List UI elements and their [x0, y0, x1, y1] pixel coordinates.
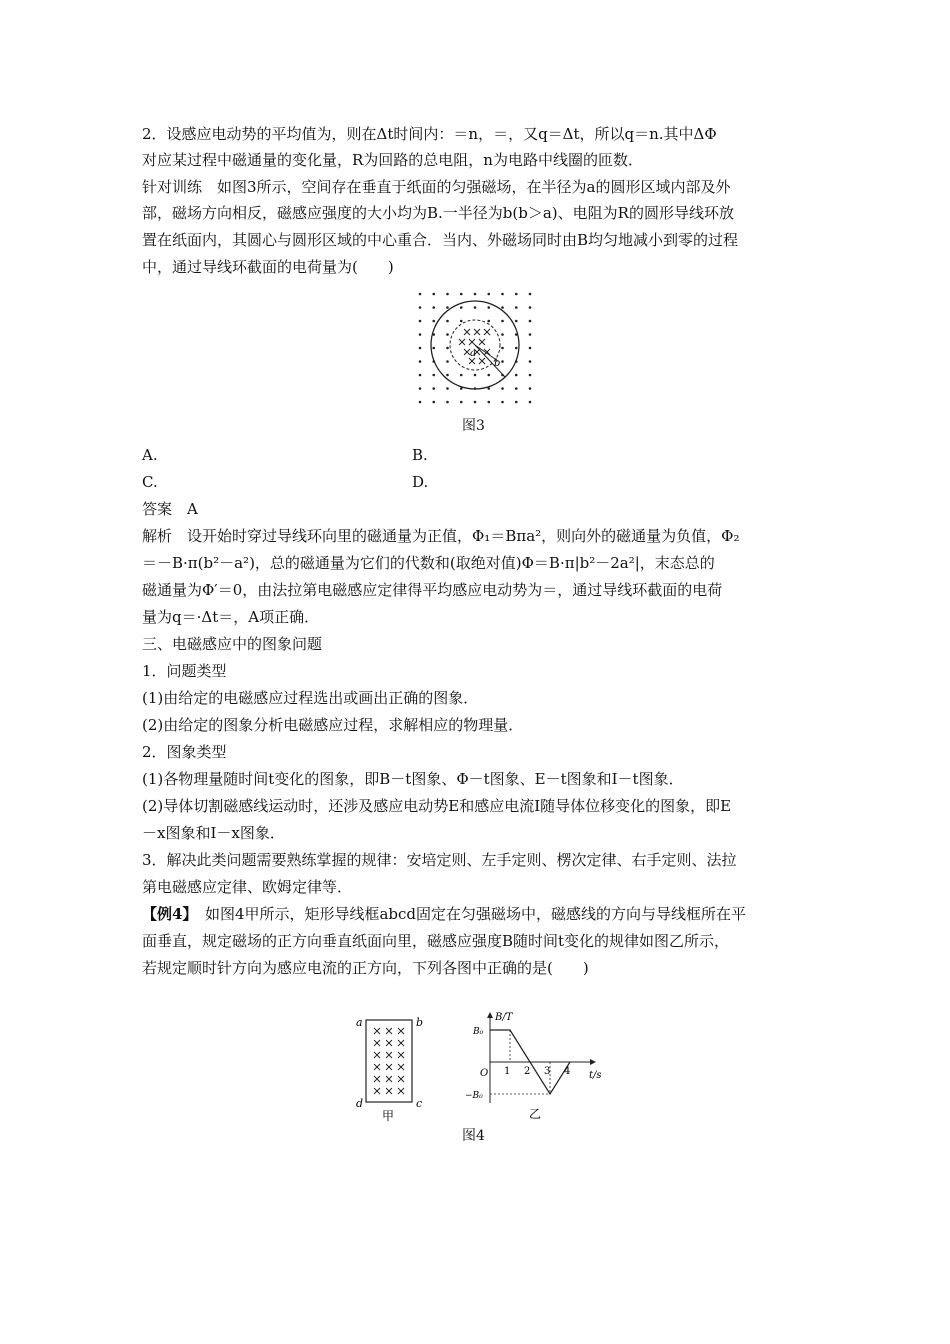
field-dot — [419, 401, 422, 404]
field-dot — [419, 387, 422, 390]
text-line: (2)由给定的图象分析电磁感应过程，求解相应的物理量． — [142, 716, 524, 734]
field-dot — [515, 401, 518, 404]
field-cross — [398, 1040, 404, 1046]
section-heading: 三、电磁感应中的图象问题 — [142, 635, 323, 653]
field-dot — [460, 293, 463, 296]
field-cross — [484, 329, 490, 335]
field-dot — [419, 320, 422, 323]
field-cross — [374, 1064, 380, 1070]
field-cross — [374, 1088, 380, 1094]
field-dot — [474, 293, 477, 296]
field-cross — [479, 339, 485, 345]
field-dot — [419, 293, 422, 296]
tick-label: 1 — [504, 1066, 511, 1077]
field-cross — [398, 1028, 404, 1034]
tick-label: 2 — [524, 1066, 531, 1077]
field-dot — [446, 293, 449, 296]
option-b: B. — [412, 446, 428, 464]
field-dot — [446, 320, 449, 323]
corner-b: b — [416, 1016, 424, 1029]
field-cross — [464, 329, 470, 335]
field-dot — [501, 401, 504, 404]
field-dot — [515, 347, 518, 350]
field-dot — [419, 347, 422, 350]
field-dot — [487, 320, 490, 323]
field-dot — [515, 306, 518, 309]
tick-label: 4 — [564, 1066, 571, 1077]
field-dot — [460, 306, 463, 309]
t-axis-arrow — [590, 1059, 596, 1065]
field-cross — [479, 358, 485, 364]
field-dot — [501, 293, 504, 296]
field-dot — [446, 333, 449, 336]
b-axis-arrow — [487, 1012, 493, 1018]
field-cross — [398, 1064, 404, 1070]
example-tag: 【例4】 — [142, 905, 190, 923]
field-dot — [460, 374, 463, 377]
field-dot — [474, 374, 477, 377]
field-dot — [487, 293, 490, 296]
field-dot — [432, 306, 435, 309]
field-cross — [386, 1040, 392, 1046]
field-dot — [529, 374, 532, 377]
field-cross — [386, 1076, 392, 1082]
field-dot — [474, 401, 477, 404]
field-dot — [432, 374, 435, 377]
tick-label: 3 — [544, 1066, 551, 1077]
option-d: D. — [412, 473, 429, 491]
label-yi: 乙 — [529, 1107, 542, 1121]
field-dot — [460, 401, 463, 404]
figure-3-magnetic-field-diagram — [410, 290, 540, 410]
corner-a: a — [356, 1016, 363, 1029]
answer-line: 答案 A — [142, 500, 198, 518]
inward-field-crosses — [374, 1028, 404, 1094]
option-c: C. — [142, 473, 158, 491]
field-dot — [419, 333, 422, 336]
field-dot — [515, 320, 518, 323]
field-cross — [398, 1052, 404, 1058]
text-line: 第电磁感应定律、欧姆定律等． — [142, 878, 353, 896]
text-line: 2．设感应电动势的平均值为，则在Δt时间内：＝n，＝，又q＝Δt，所以q＝n.其中ΔΦ — [142, 125, 717, 143]
field-dot — [432, 401, 435, 404]
field-dot — [419, 360, 422, 363]
text-line: 置在纸面内，其圆心与圆形区域的中心重合．当内、外磁场同时由B均匀地减小到零的过程 — [142, 231, 739, 249]
field-dot — [432, 347, 435, 350]
example-4-line — [142, 904, 746, 924]
field-cross — [374, 1028, 380, 1034]
text-line: (2)导体切割磁感线运动时，还涉及感应电动势E和感应电流I随导体位移变化的图象，即E — [142, 797, 732, 815]
field-dot — [529, 306, 532, 309]
field-dot — [446, 360, 449, 363]
text-line: 1．问题类型 — [142, 662, 227, 680]
text-line: 3．解决此类问题需要熟练掌握的规律：安培定则、左手定则、楞次定律、右手定则、法拉 — [142, 851, 737, 869]
text-line: 解析 设开始时穿过导线环向里的磁通量为正值，Φ₁＝Bπa²，则向外的磁通量为负值，Φ₂ — [142, 527, 740, 545]
t-axis-ticks — [504, 1066, 570, 1077]
label-jia: 甲 — [382, 1109, 395, 1122]
text-line: 部，磁场方向相反，磁感应强度的大小均为B.一半径为b(b＞a)、电阻为R的圆形导线环放 — [142, 204, 734, 222]
field-dot — [446, 347, 449, 350]
field-cross — [398, 1076, 404, 1082]
field-dot — [529, 387, 532, 390]
b0-label: B₀ — [473, 1027, 484, 1037]
text-line: 针对训练 如图3所示，空间存在垂直于纸面的匀强磁场，在半径为a的圆形区域内部及外 — [142, 178, 731, 196]
field-dot — [432, 293, 435, 296]
field-cross — [469, 339, 475, 345]
field-dot — [487, 401, 490, 404]
y-axis-label: B/T — [495, 1012, 513, 1023]
text-line: 对应某过程中磁通量的变化量，R为回路的总电阻，n为电路中线圈的匝数． — [142, 151, 643, 169]
text-line: ＝－B·π(b²－a²)，总的磁通量为它们的代数和(取绝对值)Φ＝B·π|b²－2a²|，末态总的 — [142, 554, 715, 572]
text-line: 磁通量为Φ′＝0，由法拉第电磁感应定律得平均感应电动势为＝，通过导线环截面的电荷 — [142, 581, 723, 599]
text-line: 2．图象类型 — [142, 743, 227, 761]
field-dot — [501, 320, 504, 323]
field-dot — [446, 387, 449, 390]
field-dot — [446, 306, 449, 309]
field-dot — [419, 374, 422, 377]
field-dot — [501, 347, 504, 350]
field-cross — [386, 1064, 392, 1070]
field-cross — [386, 1088, 392, 1094]
field-dot — [446, 401, 449, 404]
option-a: A. — [142, 446, 158, 464]
field-dot — [446, 374, 449, 377]
field-dot — [432, 387, 435, 390]
field-dot — [419, 306, 422, 309]
field-dot — [529, 347, 532, 350]
text-line: －x图象和I－x图象． — [142, 824, 285, 842]
field-dot — [529, 320, 532, 323]
field-cross — [386, 1028, 392, 1034]
text-line: (1)各物理量随时间t变化的图象，即B－t图象、Φ－t图象、E－t图象和I－t图象． — [142, 770, 684, 788]
corner-d: d — [356, 1097, 364, 1110]
figure-4-caption: 图4 — [462, 1128, 485, 1144]
corner-c: c — [416, 1097, 423, 1110]
example-text: 如图4甲所示，矩形导线框abcd固定在匀强磁场中，磁感线的方向与导线框所在平 — [189, 905, 747, 923]
field-cross — [459, 339, 465, 345]
origin-label: O — [480, 1068, 489, 1079]
x-axis-label: t/s — [589, 1070, 602, 1081]
text-line: 面垂直，规定磁场的正方向垂直纸面向里，磁感应强度B随时间t变化的规律如图乙所示， — [142, 932, 730, 950]
field-dot — [501, 333, 504, 336]
field-cross — [474, 329, 480, 335]
neg-b0-label: −B₀ — [465, 1091, 483, 1101]
field-cross — [374, 1040, 380, 1046]
field-dot — [474, 306, 477, 309]
field-dot — [529, 360, 532, 363]
field-dot — [487, 306, 490, 309]
field-dot — [515, 387, 518, 390]
figure-4-jia-frame — [350, 1012, 430, 1122]
field-dot — [432, 320, 435, 323]
figure-4-yi-bt-chart — [455, 1008, 605, 1123]
field-dot — [501, 360, 504, 363]
field-dot — [501, 306, 504, 309]
field-dot — [515, 293, 518, 296]
field-dot — [529, 293, 532, 296]
label-a: a — [470, 348, 476, 359]
text-line: (1)由给定的电磁感应过程选出或画出正确的图象． — [142, 689, 479, 707]
radius-b-line — [475, 345, 505, 377]
text-line: 量为q＝·Δt＝，A项正确． — [142, 608, 320, 626]
text-line: 若规定顺时针方向为感应电流的正方向，下列各图中正确的是( ) — [142, 959, 589, 977]
field-dot — [515, 374, 518, 377]
field-cross — [386, 1052, 392, 1058]
field-cross — [398, 1088, 404, 1094]
field-dot — [529, 333, 532, 336]
field-dot — [501, 387, 504, 390]
field-dot — [529, 401, 532, 404]
label-b: b — [494, 358, 501, 369]
field-dot — [487, 374, 490, 377]
figure-3-caption: 图3 — [462, 418, 485, 434]
field-cross — [374, 1052, 380, 1058]
rectangular-frame — [366, 1020, 412, 1102]
field-cross — [374, 1076, 380, 1082]
field-dot — [460, 320, 463, 323]
text-line: 中，通过导线环截面的电荷量为( ) — [142, 258, 394, 276]
